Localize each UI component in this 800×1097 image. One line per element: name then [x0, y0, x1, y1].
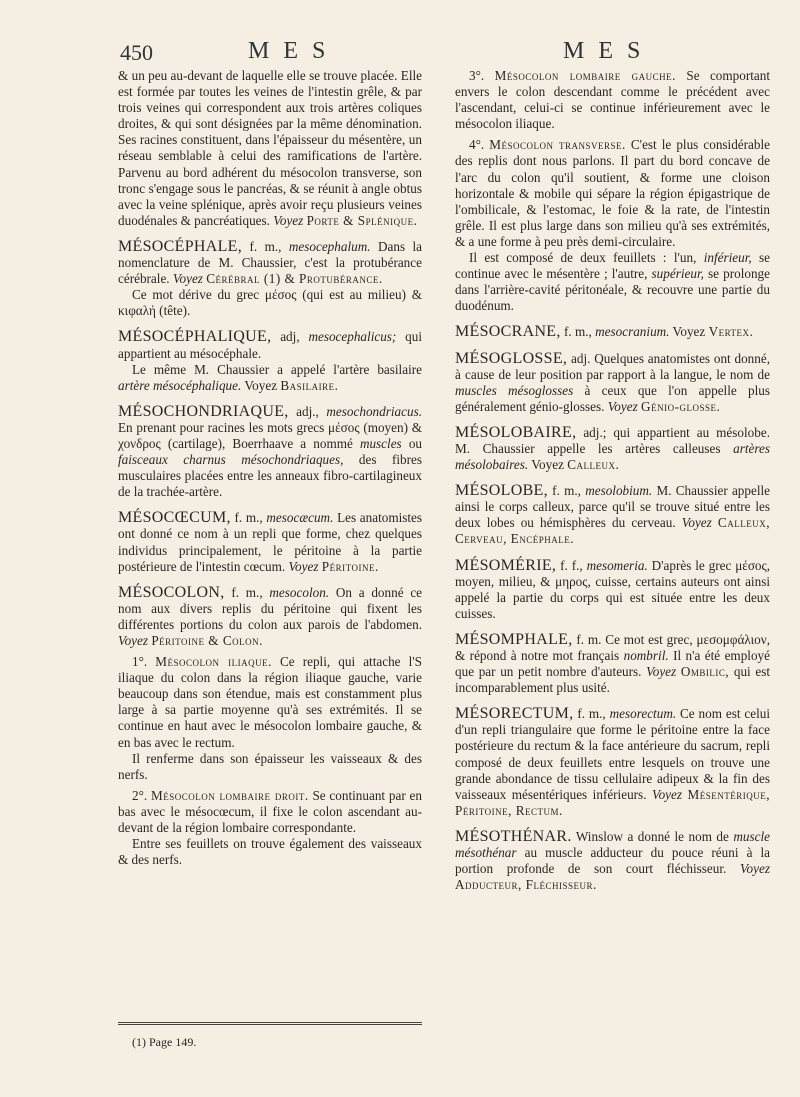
cross-reference[interactable]: Calleux. — [567, 457, 620, 473]
italic-term: nombril. — [623, 648, 669, 663]
subentry-heading: Mésocolon lombaire gauche. — [494, 68, 676, 83]
entry-text: On a donné ce nom aux divers replis du péritoine qui fixent les différentes portions du colon aux parois de l'abdomen. — [118, 584, 423, 632]
cross-reference[interactable]: Péritoine & Colon. — [151, 633, 263, 648]
entry-text: Dans la nomenclature de M. Chaussier, c'est la protubérance cérébrale. — [118, 238, 423, 287]
dictionary-entry — [455, 324, 770, 340]
subentry-heading: Mésocolon transverse. — [489, 137, 626, 153]
dictionary-entry — [118, 329, 422, 361]
voyez-label: Voyez — [646, 664, 677, 680]
paragraph — [455, 250, 770, 314]
cross-reference[interactable]: Cérébral (1) & Protubérance. — [206, 271, 383, 287]
cross-reference[interactable]: Calleux, Cerveau, Encéphale. — [455, 515, 771, 547]
paragraph-text: Il est composé de deux feuillets : l'un, — [469, 250, 697, 266]
dictionary-entry — [118, 404, 422, 501]
paragraph: Il renferme dans son épaisseur les vaisseaux & des nerfs. — [118, 750, 422, 782]
subentry-number: 1°. — [132, 654, 148, 670]
italic-term: muscle mésothénar — [455, 828, 770, 861]
voyez-label: Voyez — [531, 457, 564, 473]
subentry-text: Ce repli, qui attache l'S iliaque du colon dans la région iliaque gauche, varie beaucoup dans son étendue, mais est constamment plus large à sa partie moyenne qu'à ses extrémités. Il se continue en haut avec le mésocolon lombaire gauche, & en bas avec le rectum. — [118, 654, 422, 750]
footnote-divider — [118, 1022, 422, 1025]
dictionary-entry — [455, 425, 770, 473]
subentry-text: Se comportant envers le colon descendant comme le précédent avec l'ascendant, celui-ci se continue inférieurement avec le mésocolon iliaque. — [455, 68, 771, 132]
subentry — [118, 654, 422, 751]
cross-reference[interactable]: Vertex. — [708, 324, 754, 340]
italic-term: artères mésolobaires. — [455, 440, 770, 473]
dictionary-entry — [118, 585, 422, 649]
entry-headword: MÉSOMPHALE, — [455, 630, 573, 648]
dictionary-entry — [455, 558, 770, 622]
paragraph: Entre ses feuillets on trouve également des vaisseaux & des nerfs. — [118, 836, 422, 868]
entry-headword: MÉSOGLOSSE, — [455, 349, 568, 367]
entry-text: qui appartient au mésocéphale. — [118, 329, 422, 361]
entry-headword: MÉSOLOBE, — [455, 482, 548, 500]
entry-text: Les anatomistes ont donné ce nom à un repli que forme, chez quelques individus principalement, le péritoine à la partie postérieure de l'intestin cœcum. — [118, 510, 423, 574]
paragraph-text: se continue avec le mésentère ; l'autre, — [455, 250, 770, 282]
entry-text: f. m. Ce mot est grec, μεσομφάλιον, & répond à notre mot français — [455, 631, 770, 663]
entry-text: Il n'a été employé que par un petit nombre d'auteurs. — [455, 648, 770, 680]
latin-term: mesocranium. — [595, 324, 670, 340]
page-number: 450 — [120, 40, 153, 65]
paragraph-text: Le même M. Chaussier a appelé l'artère basilaire — [132, 361, 422, 377]
dictionary-entry — [455, 483, 770, 547]
latin-term: mesolobium. — [585, 483, 653, 499]
entry-headword: MÉSOLOBAIRE, — [455, 423, 577, 441]
entry-text: à ceux que l'on appelle plus généralement génio-glosses. — [455, 382, 770, 414]
grammar-label: adj, — [280, 329, 300, 345]
latin-term: mesocæcum. — [266, 510, 334, 526]
italic-term: faisceaux charnus mésochondriaques, — [118, 452, 344, 468]
cross-reference[interactable]: Génio-glosse. — [641, 398, 721, 414]
latin-term: mesorectum. — [609, 706, 677, 722]
subentry-text: C'est le plus considérable des replis dont nous parlons. Il part du bord concave de l'arc du colon qu'il soutient, & forme une cloison horizontale & mobile qui sépare la région épigastrique de l'ombilicale, & l'estomac, le foie & la rate, de l'intestin grêle. Il est plus large dans son milieu qu'à ses extrémités, & a une forme à peu près demi-circulaire. — [455, 137, 771, 249]
entry-text: adj.; qui appartient au mésolobe. M. Chaussier appelle les artères calleuses — [455, 424, 770, 456]
running-head-left: MES — [248, 38, 340, 64]
dictionary-entry — [455, 706, 770, 819]
italic-term: artère mésocéphalique. — [118, 377, 242, 393]
entry-text: au muscle adducteur du pouce réuni à la portion profonde de son court fléchisseur. — [455, 845, 771, 877]
entry-text: Ce nom est celui d'un repli triangulaire que forme le péritoine entre la face postérieure du rectum & la face antérieure du sacrum, repli composé de deux feuillets entre lesquels on trouve une grande abondance de tissu cellulaire adipeux & la fin des vaisseaux mésentériques inférieurs. — [455, 706, 771, 802]
entry-headword: MÉSOCHONDRIAQUE, — [118, 402, 289, 420]
voyez-label: Voyez — [681, 515, 712, 531]
paragraph-text: & un peu au-devant de laquelle elle se trouve placée. Elle est formée par toutes les veines de l'intestin grêle, & par trois veines qui correspondent aux trois artères coliques droites, & qui sont désignées par la même dénomination. Ses racines constituent, dans l'épaisseur du mésentère, un réseau semblable à celui des ramifications de l'artère. Parvenu au bord adhérent du mésocolon transverse, son tronc s'engage sous le pancréas, & se réunit à angle obtus avec la veine splénique, après avoir reçu plusieurs veines duodénales & pancréatiques. — [118, 68, 422, 228]
cross-reference[interactable]: Porte & Splénique. — [306, 212, 418, 228]
entry-headword: MÉSOCÉPHALE, — [118, 237, 243, 255]
italic-term: muscles — [359, 435, 402, 451]
grammar-label: adj., — [296, 403, 319, 419]
latin-term: mesocephalum. — [288, 238, 371, 254]
subentry — [455, 68, 770, 132]
paragraph — [118, 362, 422, 394]
entry-text: ou — [408, 435, 422, 451]
entry-headword: MÉSOCRANE, — [455, 323, 561, 341]
voyez-label: Voyez — [607, 398, 638, 414]
paragraph: Ce mot dérive du grec μέσος (qui est au milieu) & κιφαλή (tête). — [118, 287, 422, 319]
paragraph-text: se prolonge dans l'arrière-cavité péritonéale, & recouvre une partie du duodénum. — [455, 266, 770, 314]
voyez-label: Voyez — [288, 558, 319, 574]
dictionary-entry — [118, 510, 422, 574]
entry-text: adj. Quelques anatomistes ont donné, à cause de leur position par rapport à la langue, le nom de — [455, 350, 771, 382]
entry-headword: MÉSOMÉRIE, — [455, 556, 557, 574]
grammar-label: f. m., — [234, 510, 263, 526]
entry-headword: MÉSOCŒCUM, — [118, 509, 231, 527]
running-head-right: MES — [563, 38, 655, 64]
dictionary-entry — [455, 829, 770, 893]
grammar-label: f. m., — [249, 238, 282, 254]
subentry-number: 3°. — [469, 68, 485, 83]
cross-reference[interactable]: Péritoine. — [321, 558, 379, 574]
entry-text: D'après le grec μέσος, moyen, milieu, & μηρος, cuisse, certains auteurs ont ainsi appelé la partie du corps qui est située entre les deux cuisses. — [455, 557, 771, 621]
subentry — [455, 137, 770, 250]
entry-text: Winslow a donné le nom de — [575, 828, 729, 844]
left-column — [118, 68, 422, 868]
cross-reference[interactable]: Adducteur, Fléchisseur. — [455, 877, 597, 893]
voyez-label: Voyez — [672, 324, 706, 340]
grammar-label: f. m., — [552, 483, 581, 499]
dictionary-entry — [455, 351, 770, 415]
voyez-label: Voyez — [118, 633, 149, 648]
subentry-heading: Mésocolon iliaque. — [155, 654, 272, 670]
subentry-number: 2°. — [132, 787, 148, 803]
subentry-text: Se continuant par en bas avec le mésocœcum, il fixe le colon ascendant au-devant de la région lombaire correspondante. — [118, 787, 423, 836]
voyez-label: Voyez — [244, 377, 278, 393]
right-column — [455, 68, 770, 893]
latin-term: mesochondriacus. — [326, 403, 423, 419]
italic-term: inférieur, — [703, 250, 752, 266]
latin-term: mesomeria. — [586, 557, 648, 573]
latin-term: mesocolon. — [269, 584, 330, 600]
cross-reference[interactable]: Ombilic, — [680, 664, 730, 680]
italic-term: muscles mésoglosses — [455, 382, 574, 398]
entry-text: qui est incomparablement plus usité. — [455, 664, 771, 696]
paragraph — [118, 68, 422, 229]
dictionary-entry — [455, 632, 770, 696]
grammar-label: f. f., — [560, 557, 583, 573]
voyez-label: Voyez — [739, 861, 770, 877]
grammar-label: f. m., — [231, 584, 263, 600]
subentry — [118, 788, 422, 836]
cross-reference[interactable]: Basilaire. — [280, 377, 339, 393]
voyez-label: Voyez — [651, 786, 683, 802]
subentry-number: 4°. — [469, 137, 485, 153]
entry-headword: MÉSOTHÉNAR. — [455, 827, 572, 845]
grammar-label: f. m., — [563, 324, 592, 340]
dictionary-entry — [118, 239, 422, 287]
italic-term: supérieur, — [651, 266, 704, 282]
footnote: (1) Page 149. — [132, 1035, 197, 1049]
cross-reference[interactable]: Mésentérique, Péritoine, Rectum. — [455, 786, 771, 818]
voyez-label: Voyez — [273, 212, 304, 228]
grammar-label: f. m., — [577, 706, 606, 722]
entry-text: En prenant pour racines les mots grecs μέσος (moyen) & χονδρος (cartilage), Boerrhaave a nommé — [118, 419, 422, 451]
entry-headword: MÉSOCOLON, — [118, 583, 225, 601]
entry-text: M. Chaussier appelle ainsi le corps calleux, parce qu'il se trouve situé entre les deux lobes ou hémisphères du cerveau. — [455, 483, 771, 531]
voyez-label: Voyez — [172, 271, 203, 287]
entry-headword: MÉSORECTUM, — [455, 705, 574, 723]
entry-headword: MÉSOCÉPHALIQUE, — [118, 328, 272, 346]
entry-text: des fibres musculaires placées entre les anneaux fibro-cartilagineux de la trachée-artère. — [118, 452, 423, 500]
subentry-heading: Mésocolon lombaire droit. — [150, 787, 309, 803]
latin-term: mesocephalicus; — [308, 329, 397, 345]
